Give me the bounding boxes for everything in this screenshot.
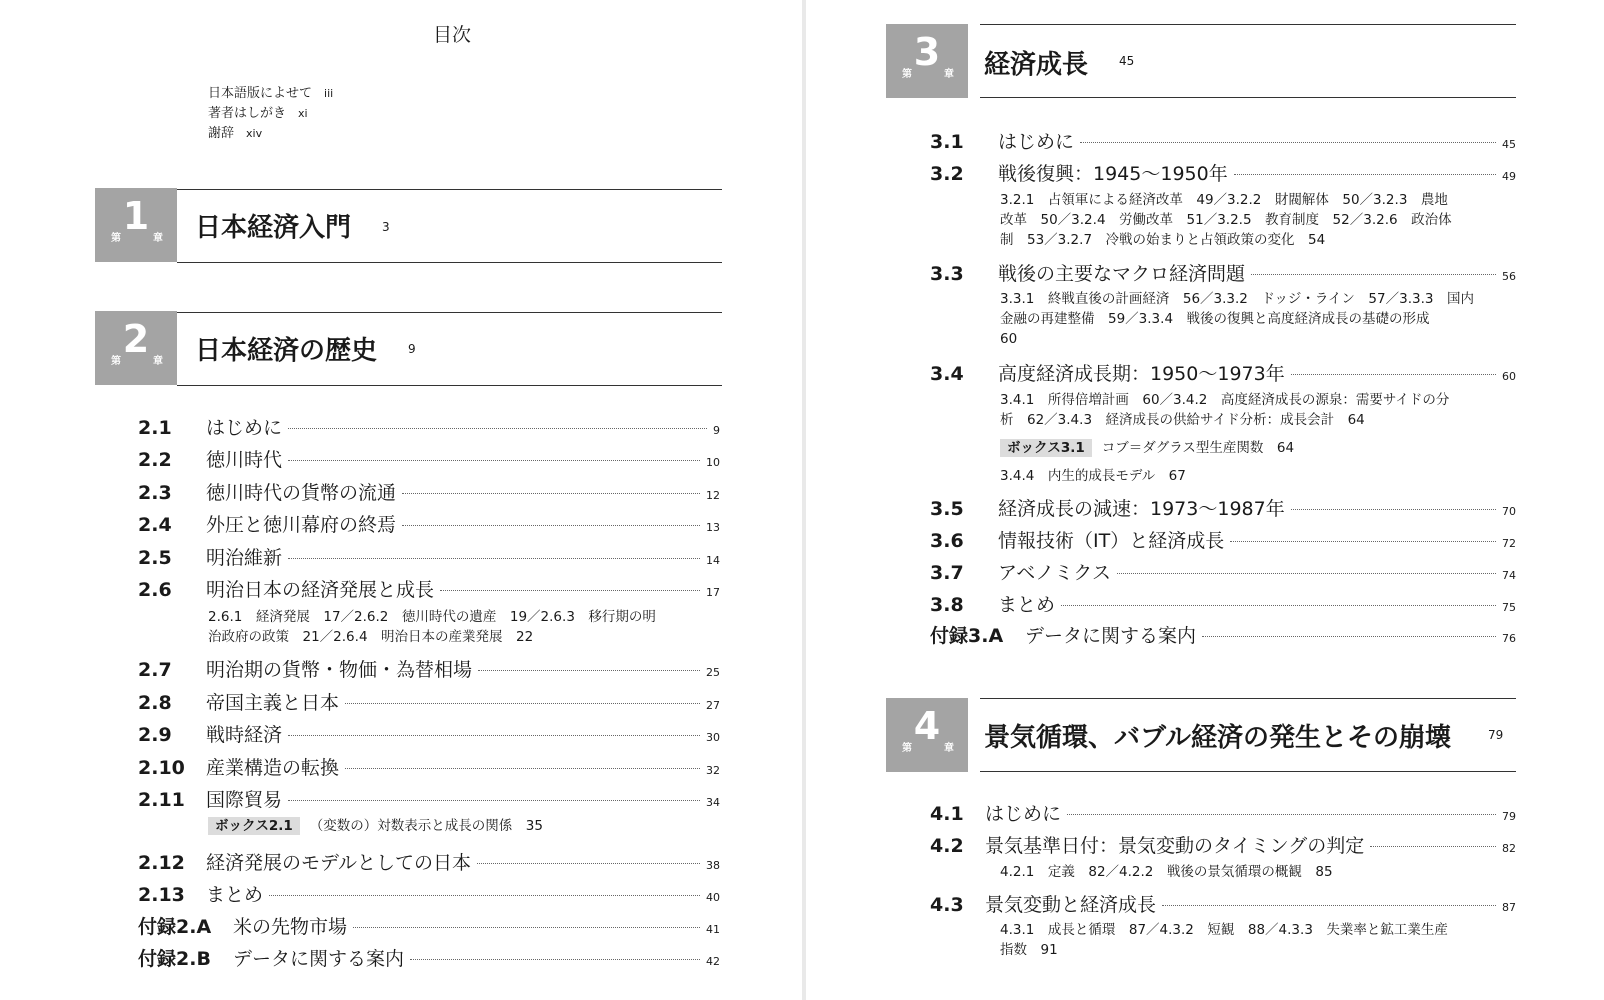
chapter-1-title[interactable]: 日本経済入門 xyxy=(195,213,352,243)
toc-section[interactable]: 付録3.A データに関する案内 76 xyxy=(930,625,1516,647)
subsection-list: 3.4.4 内生的成長モデル 67 xyxy=(1000,468,1186,484)
toc-title: 目次 xyxy=(433,24,472,46)
chapter-rule xyxy=(980,97,1516,98)
box-item[interactable]: ボックス2.1 （変数の）対数表示と成長の関係 35 xyxy=(208,816,543,836)
chapter-rule xyxy=(980,698,1516,699)
toc-section[interactable]: 3.5 経済成長の減速：1973～1987年 70 xyxy=(930,498,1516,520)
toc-section[interactable]: 2.9 戦時経済 30 xyxy=(138,724,720,746)
subsection-list: 2.6.1 経済発展 17／2.6.2 徳川時代の遺産 19／2.6.3 移行期の明 xyxy=(208,609,656,625)
chapter-rule xyxy=(177,312,722,313)
box-item[interactable]: ボックス3.1 コブ＝ダグラス型生産関数 64 xyxy=(1000,438,1294,458)
toc-section[interactable]: 2.6 明治日本の経済発展と成長 17 xyxy=(138,579,720,601)
toc-section[interactable]: 2.8 帝国主義と日本 27 xyxy=(138,692,720,714)
toc-section[interactable]: 2.7 明治期の貨幣・物価・為替相場 25 xyxy=(138,659,720,681)
toc-section[interactable]: 3.3 戦後の主要なマクロ経済問題 56 xyxy=(930,263,1516,285)
chapter-rule xyxy=(980,24,1516,25)
toc-section[interactable]: 2.1 はじめに 9 xyxy=(138,417,720,439)
toc-section[interactable]: 2.11 国際貿易 34 xyxy=(138,789,720,811)
subsection-list: 制 53／3.2.7 冷戦の始まりと占領政策の変化 54 xyxy=(1000,232,1326,248)
toc-section[interactable]: 2.3 徳川時代の貨幣の流通 12 xyxy=(138,482,720,504)
chapter-2-page: 9 xyxy=(408,342,416,356)
chapter-rule xyxy=(177,262,722,263)
chapter-1-page: 3 xyxy=(382,220,390,234)
subsection-list: 治政府の政策 21／2.6.4 明治日本の産業発展 22 xyxy=(208,629,534,645)
toc-section[interactable]: 3.2 戦後復興：1945～1950年 49 xyxy=(930,163,1516,185)
chapter-rule xyxy=(177,385,722,386)
subsection-list: 改革 50／3.2.4 労働改革 51／3.2.5 教育制度 52／3.2.6 政治体 xyxy=(1000,212,1452,228)
chapter-3-title[interactable]: 経済成長 xyxy=(984,50,1089,80)
chapter-2-title[interactable]: 日本経済の歴史 xyxy=(195,336,378,366)
toc-section[interactable]: 2.13 まとめ 40 xyxy=(138,884,720,906)
front-matter-item[interactable]: 日本語版によせて iii xyxy=(208,86,334,101)
chapter-1-badge: 第 1 章 xyxy=(95,188,177,262)
toc-section[interactable]: 3.8 まとめ 75 xyxy=(930,594,1516,616)
toc-section[interactable]: 3.4 高度経済成長期：1950～1973年 60 xyxy=(930,363,1516,385)
subsection-list: 3.4.1 所得倍増計画 60／3.4.2 高度経済成長の源泉：需要サイドの分 xyxy=(1000,392,1450,408)
chapter-4-page: 79 xyxy=(1488,728,1504,742)
toc-section[interactable]: 2.10 産業構造の転換 32 xyxy=(138,757,720,779)
chapter-4-badge: 第 4 章 xyxy=(886,698,968,772)
chapter-4-title[interactable]: 景気循環、バブル経済の発生とその崩壊 xyxy=(984,723,1451,753)
toc-section[interactable]: 3.6 情報技術（IT）と経済成長 72 xyxy=(930,530,1516,552)
toc-section[interactable]: 4.3 景気変動と経済成長 87 xyxy=(930,894,1516,916)
subsection-list: 60 xyxy=(1000,331,1018,347)
toc-section[interactable]: 付録2.A 米の先物市場 41 xyxy=(138,916,720,938)
toc-section[interactable]: 付録2.B データに関する案内 42 xyxy=(138,948,720,970)
chapter-rule xyxy=(177,189,722,190)
toc-section[interactable]: 4.1 はじめに 79 xyxy=(930,803,1516,825)
toc-section[interactable]: 3.7 アベノミクス 74 xyxy=(930,562,1516,584)
toc-section[interactable]: 4.2 景気基準日付：景気変動のタイミングの判定 82 xyxy=(930,835,1516,857)
toc-section[interactable]: 2.12 経済発展のモデルとしての日本 38 xyxy=(138,852,720,874)
right-page xyxy=(806,0,1604,1000)
toc-section[interactable]: 2.2 徳川時代 10 xyxy=(138,449,720,471)
subsection-list: 4.2.1 定義 82／4.2.2 戦後の景気循環の概観 85 xyxy=(1000,864,1333,880)
front-matter-item[interactable]: 謝辞 xiv xyxy=(208,126,263,141)
subsection-list: 3.3.1 終戦直後の計画経済 56／3.3.2 ドッジ・ライン 57／3.3.3 国内 xyxy=(1000,291,1474,307)
toc-section[interactable]: 3.1 はじめに 45 xyxy=(930,131,1516,153)
chapter-3-badge: 第 3 章 xyxy=(886,24,968,98)
chapter-rule xyxy=(980,771,1516,772)
box-label: ボックス3.1 xyxy=(1000,439,1092,457)
toc-section[interactable]: 2.4 外圧と徳川幕府の終焉 13 xyxy=(138,514,720,536)
subsection-list: 4.3.1 成長と循環 87／4.3.2 短観 88／4.3.3 失業率と鉱工業生産 xyxy=(1000,922,1448,938)
front-matter-item[interactable]: 著者はしがき xi xyxy=(208,106,308,121)
subsection-list: 指数 91 xyxy=(1000,942,1058,958)
subsection-list: 析 62／3.4.3 経済成長の供給サイド分析：成長会計 64 xyxy=(1000,412,1365,428)
toc-section[interactable]: 2.5 明治維新 14 xyxy=(138,547,720,569)
subsection-list: 金融の再建整備 59／3.3.4 戦後の復興と高度経済成長の基礎の形成 xyxy=(1000,311,1430,327)
chapter-3-page: 45 xyxy=(1119,54,1135,68)
chapter-2-badge: 第 2 章 xyxy=(95,311,177,385)
box-label: ボックス2.1 xyxy=(208,817,300,835)
subsection-list: 3.2.1 占領軍による経済改革 49／3.2.2 財閥解体 50／3.2.3 農地 xyxy=(1000,192,1448,208)
